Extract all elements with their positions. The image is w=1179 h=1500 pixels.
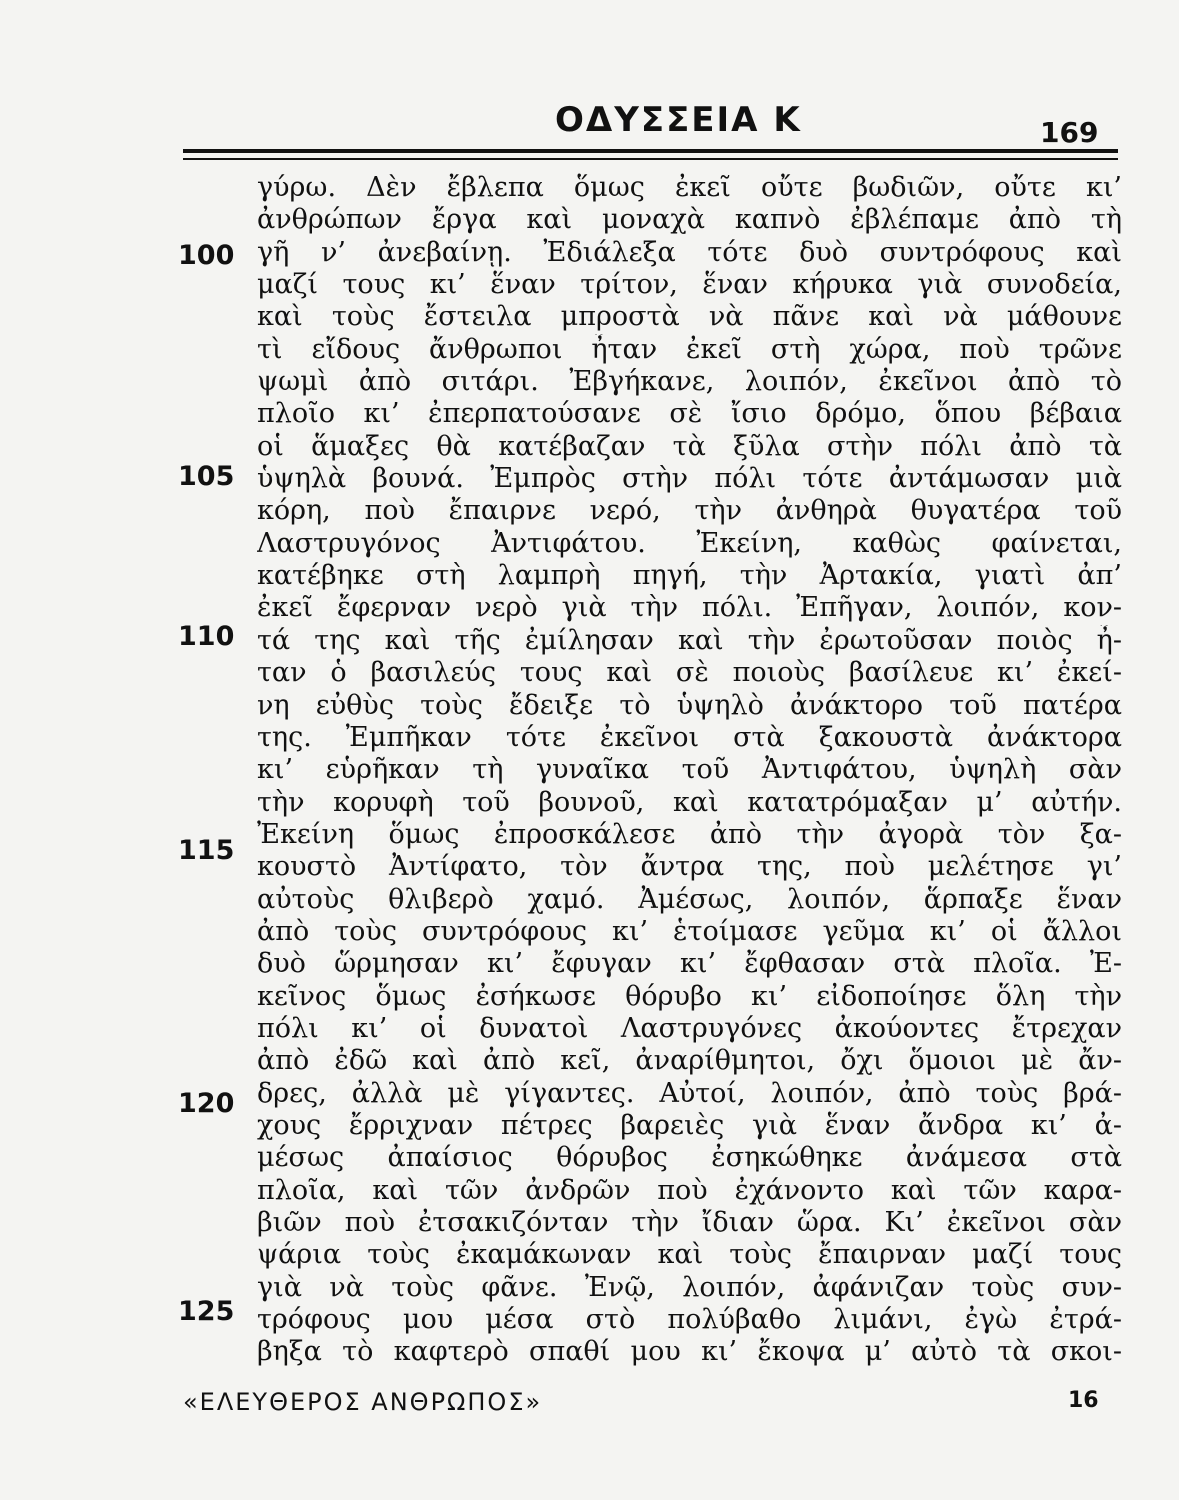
text-line: ψωμὶ ἀπὸ σιτάρι. Ἐβγήκανε, λοιπόν, ἐκεῖνοι ἀπὸ τὸ [257, 366, 1122, 398]
text-line: γῆ ν’ ἀνεβαίνῃ. Ἐδιάλεξα τότε δυὸ συντρόφους καὶ [257, 236, 1122, 268]
text-line: τρόφους μου μέσα στὸ πολύβαθο λιμάνι, ἐγὼ ἐτρά- [257, 1304, 1122, 1336]
text-line: της. Ἐμπῆκαν τότε ἐκεῖνοι στὰ ξακουστὰ ἀνάκτορα [257, 721, 1122, 753]
line-number: 125 [178, 1296, 235, 1327]
header-rule-thin [183, 158, 1118, 160]
body-text [257, 172, 1122, 1369]
text-line: πλοῖο κι’ ἐπερπατούσανε σὲ ἴσιο δρόμο, ὅπου βέβαια [257, 398, 1122, 430]
text-line: Ἐκείνη ὅμως ἐπροσκάλεσε ἀπὸ τὴν ἀγορὰ τὸν ξα- [257, 818, 1122, 850]
text-line: πλοῖα, καὶ τῶν ἀνδρῶν ποὺ ἐχάνοντο καὶ τῶν καρα- [257, 1174, 1122, 1206]
text-line: τά της καὶ τῆς ἐμίλησαν καὶ τὴν ἐρωτοῦσαν ποιὸς ἦ- [257, 624, 1122, 656]
text-line: ἀπὸ ἐδῶ καὶ ἀπὸ κεῖ, ἀναρίθμητοι, ὄχι ὅμοιοι μὲ ἄν- [257, 1045, 1122, 1077]
text-line: τὴν κορυφὴ τοῦ βουνοῦ, καὶ κατατρόμαξαν μ’ αὐτήν. [257, 786, 1122, 818]
footer-sheet-number: 16 [1068, 1388, 1099, 1413]
text-line: βηξα τὸ καφτερὸ σπαθί μου κι’ ἔκοψα μ’ αὐτὸ τὰ σκοι- [257, 1336, 1122, 1368]
running-title: ΟΔΥΣΣΕΙΑ Κ [555, 100, 802, 140]
text-line: κουστὸ Ἀντίφατο, τὸν ἄντρα της, ποὺ μελέτησε γι’ [257, 851, 1122, 883]
text-line: οἱ ἅμαξες θὰ κατέβαζαν τὰ ξῦλα στὴν πόλι ἀπὸ τὰ [257, 430, 1122, 462]
text-line: καὶ τοὺς ἔστειλα μπροστὰ νὰ πᾶνε καὶ νὰ μάθουνε [257, 301, 1122, 333]
header-rule-thick [183, 149, 1118, 153]
text-line: μαζί τους κι’ ἕναν τρίτον, ἕναν κήρυκα γιὰ συνοδεία, [257, 269, 1122, 301]
text-line: τὶ εἴδους ἄνθρωποι ἦταν ἐκεῖ στὴ χώρα, ποὺ τρῶνε [257, 333, 1122, 365]
text-line: χους ἔρριχναν πέτρες βαρειὲς γιὰ ἕναν ἄνδρα κι’ ἀ- [257, 1109, 1122, 1141]
text-line: γύρω. Δὲν ἔβλεπα ὅμως ἐκεῖ οὔτε βωδιῶν, οὔτε κι’ [257, 172, 1122, 203]
text-line: ἀπὸ τοὺς συντρόφους κι’ ἑτοίμασε γεῦμα κι’ οἱ ἄλλοι [257, 915, 1122, 947]
text-line: ταν ὁ βασιλεύς τους καὶ σὲ ποιοὺς βασίλευε κι’ ἐκεί- [257, 657, 1122, 689]
footer-signature: «ΕΛΕΥΘΕΡΟΣ ΑΝΘΡΩΠΟΣ» [183, 1388, 543, 1416]
text-line: δρες, ἀλλὰ μὲ γίγαντες. Αὐτοί, λοιπόν, ἀπὸ τοὺς βρά- [257, 1077, 1122, 1109]
text-line: κεῖνος ὅμως ἐσήκωσε θόρυβο κι’ εἰδοποίησε ὅλη τὴν [257, 980, 1122, 1012]
text-line: δυὸ ὥρμησαν κι’ ἔφυγαν κι’ ἔφθασαν στὰ πλοῖα. Ἐ- [257, 948, 1122, 980]
line-number: 105 [178, 461, 235, 492]
text-line: βιῶν ποὺ ἐτσακιζόνταν τὴν ἴδιαν ὥρα. Κι’ ἐκεῖνοι σὰν [257, 1207, 1122, 1238]
text-line: ἐκεῖ ἔφερναν νερὸ γιὰ τὴν πόλι. Ἐπῆγαν, λοιπόν, κον- [257, 592, 1122, 624]
text-line: γιὰ νὰ τοὺς φᾶνε. Ἐνῷ, λοιπόν, ἀφάνιζαν τοὺς συν- [257, 1271, 1122, 1303]
text-line: κι’ εὑρῆκαν τὴ γυναῖκα τοῦ Ἀντιφάτου, ὑψηλὴ σὰν [257, 754, 1122, 786]
line-number: 120 [178, 1088, 235, 1119]
text-line: Λαστρυγόνος Ἀντιφάτου. Ἐκείνη, καθὼς φαίνεται, [257, 527, 1122, 559]
text-line: αὐτοὺς θλιβερὸ χαμό. Ἀμέσως, λοιπόν, ἅρπαξε ἕναν [257, 883, 1122, 915]
line-number: 115 [178, 835, 235, 866]
text-line: ὑψηλὰ βουνά. Ἐμπρὸς στὴν πόλι τότε ἀντάμωσαν μιὰ [257, 463, 1122, 495]
page-number: 169 [1040, 116, 1099, 149]
text-line: νη εὐθὺς τοὺς ἔδειξε τὸ ὑψηλὸ ἀνάκτορο τοῦ πατέρα [257, 689, 1122, 721]
text-line: πόλι κι’ οἱ δυνατοὶ Λαστρυγόνες ἀκούοντες ἔτρεχαν [257, 1012, 1122, 1044]
text-line: κόρη, ποὺ ἔπαιρνε νερό, τὴν ἀνθηρὰ θυγατέρα τοῦ [257, 495, 1122, 527]
line-number: 100 [178, 240, 235, 271]
line-number: 110 [178, 621, 235, 652]
text-line: κατέβηκε στὴ λαμπρὴ πηγή, τὴν Ἀρτακία, γιατὶ ἀπ’ [257, 560, 1122, 592]
text-line: μέσως ἀπαίσιος θόρυβος ἐσηκώθηκε ἀνάμεσα στὰ [257, 1142, 1122, 1174]
text-line: ψάρια τοὺς ἐκαμάκωναν καὶ τοὺς ἔπαιρναν μαζί τους [257, 1239, 1122, 1271]
text-line: ἀνθρώπων ἔργα καὶ μοναχὰ καπνὸ ἐβλέπαμε ἀπὸ τὴ [257, 204, 1122, 236]
